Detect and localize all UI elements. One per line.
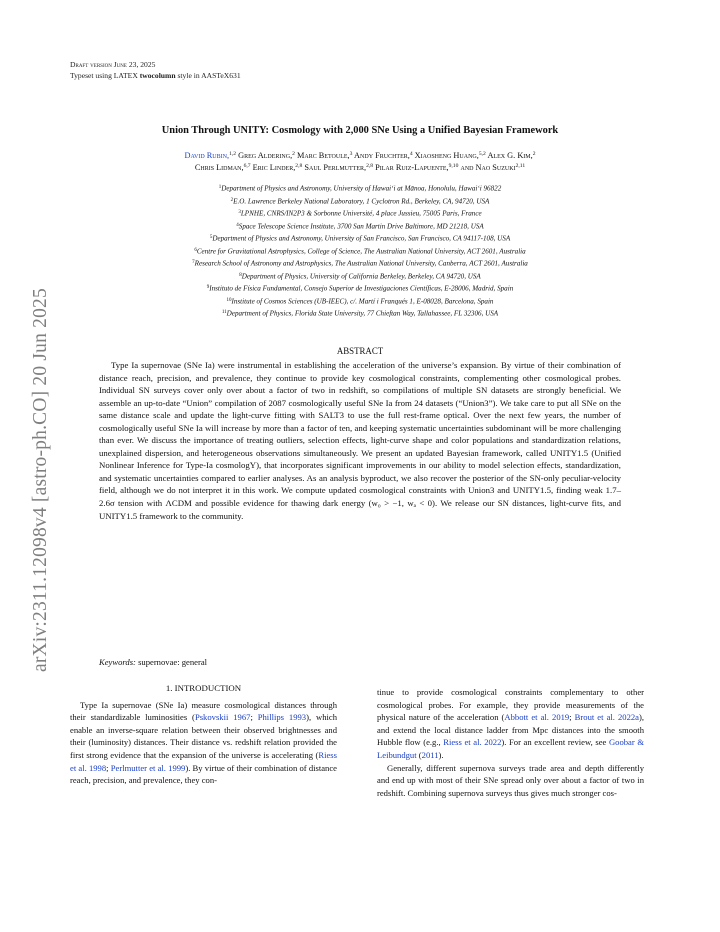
affiliation bbox=[80, 207, 640, 220]
author-name[interactable]: David Rubin, bbox=[184, 151, 230, 160]
body-text: ), and extend the local distance ladder from Mpc distances into the smooth Hubble flow (e.g., bbox=[377, 712, 644, 748]
affiliation-text: Centre for Gravitational Astrophysics, College of Science, The Australian National University, ACT 2601, Australia bbox=[196, 247, 526, 255]
keywords bbox=[99, 657, 207, 667]
citation-link[interactable]: Abbott et al. 2019 bbox=[504, 712, 570, 723]
affiliation bbox=[80, 282, 640, 295]
citation-link[interactable]: Goobar & Leibundgut bbox=[377, 737, 645, 760]
affiliation-number: 11 bbox=[221, 310, 227, 315]
citation-link[interactable]: Perlmutter et al. 1999 bbox=[110, 762, 186, 773]
author-affiliation-mark: 6,7 bbox=[243, 163, 251, 170]
author-affiliation-mark: 9,10 bbox=[448, 163, 459, 170]
affiliation-number: 2 bbox=[230, 197, 234, 203]
affiliation-number: 1 bbox=[218, 185, 222, 190]
typeset-style: twocolumn bbox=[139, 70, 176, 80]
affiliation bbox=[80, 220, 640, 233]
typeset-suffix: style in AASTeX631 bbox=[175, 70, 241, 80]
author-affiliation-mark: 2 bbox=[532, 151, 536, 157]
author-line-2 bbox=[80, 161, 640, 173]
affiliation-text: Department of Physics and Astronomy, University of Hawai‘i at Mānoa, Honolulu, Hawai‘i 96822 bbox=[221, 184, 502, 193]
citation-link[interactable]: Brout et al. 2022a bbox=[574, 712, 639, 723]
affiliation-text: Institute of Cosmos Sciences (UB-IEEC), c/. Martí i Franqués 1, E-08028, Barcelona, Spain bbox=[231, 297, 494, 305]
keywords-label: Keywords: bbox=[99, 657, 136, 667]
affiliation bbox=[80, 232, 640, 245]
draft-header bbox=[70, 60, 241, 81]
body-text: Type Ia supernovae (SNe Ia) measure cosmological distances through their standardizable luminosities ( bbox=[70, 699, 337, 723]
author-name: Alex G. Kim, bbox=[485, 151, 533, 160]
latex-logo: LATEX bbox=[113, 70, 138, 80]
affiliation-number: 8 bbox=[239, 272, 242, 278]
body-text: ; bbox=[106, 762, 111, 773]
abstract-heading: ABSTRACT bbox=[336, 346, 384, 356]
author-name: Andy Fruchter, bbox=[352, 151, 410, 160]
author-name: Saul Perlmutter, bbox=[302, 163, 367, 173]
affiliation-number: 7 bbox=[192, 260, 195, 265]
author-affiliation-mark: 2 bbox=[292, 151, 295, 157]
affiliation bbox=[80, 182, 640, 195]
affiliation-number: 3 bbox=[238, 210, 241, 215]
affiliation bbox=[80, 307, 640, 320]
affiliation bbox=[80, 257, 640, 270]
author-name: Pilar Ruiz-Lapuente, bbox=[373, 163, 449, 173]
affiliation bbox=[80, 295, 640, 308]
typeset-prefix: Typeset using bbox=[70, 70, 114, 80]
author-affiliation-mark: 3 bbox=[349, 151, 353, 157]
body-text: ). For an excellent review, see bbox=[501, 737, 609, 748]
body-text: ; bbox=[250, 712, 258, 723]
intro-paragraph-1-cont bbox=[377, 686, 644, 762]
citation-link[interactable]: Riess et al. 2022 bbox=[443, 737, 502, 748]
intro-paragraph-2: Generally, different supernova surveys trade area and depth differently and end up with most of their SNe spread only over about a factor of two in redshift. Combining supernova surveys thus gives much stronger cos- bbox=[377, 762, 644, 798]
author-name: and Nao Suzuki bbox=[458, 163, 516, 173]
arxiv-stamp bbox=[12, 236, 51, 672]
affiliation bbox=[80, 245, 640, 258]
right-column bbox=[377, 686, 644, 799]
body-text: ). By virtue of their combination of distance reach, precision, and prevalence, they con- bbox=[70, 762, 337, 786]
author-affiliation-mark: 2,11 bbox=[515, 163, 526, 170]
body-text: tinue to provide cosmological constraints complementary to other cosmological probes. For example, they provide measurements of the physical nature of the acceleration ( bbox=[377, 687, 644, 723]
affiliation-text: Department of Physics, Florida State University, 77 Chieftan Way, Tallahassee, FL 32306, USA bbox=[226, 309, 499, 318]
affiliation bbox=[80, 195, 640, 208]
affiliation-number: 5 bbox=[209, 235, 213, 240]
citation-link[interactable]: Pskovskii 1967 bbox=[194, 712, 251, 723]
author-name: Chris Lidman, bbox=[194, 163, 244, 173]
author-name: Eric Linder, bbox=[250, 163, 296, 173]
affiliation-text: E.O. Lawrence Berkeley National Laboratory, 1 Cyclotron Rd., Berkeley, CA, 94720, USA bbox=[233, 197, 490, 205]
affiliation-text: Space Telescope Science Institute, 3700 San Martin Drive Baltimore, MD 21218, USA bbox=[238, 222, 484, 230]
typeset-line bbox=[70, 71, 241, 82]
affiliation-number: 4 bbox=[236, 222, 239, 228]
author-affiliation-mark: 1,2 bbox=[229, 151, 237, 157]
body-text: ( bbox=[416, 749, 422, 760]
author-name: Marc Betoule, bbox=[294, 151, 350, 160]
left-column bbox=[70, 682, 337, 787]
affiliation-number: 10 bbox=[226, 297, 232, 303]
author-name: Greg Aldering, bbox=[236, 151, 293, 160]
affiliation-number: 9 bbox=[206, 285, 210, 290]
section-heading: 1. INTRODUCTION bbox=[165, 683, 242, 693]
abstract-text: Type Ia supernovae (SNe Ia) were instrumental in establishing the acceleration of the universe’s expansion. By virtue of their combination of distance reach, precision, and prevalence, they continue to provide key cosmological constraints, complementing other cosmological probes. Individual SN surveys cover only over about a factor of two in redshift, so compilations of multiple SN datasets are strongly beneficial. We assemble an up-to-date “Union” compilation of 2087 cosmologically useful SNe Ia from 24 datasets (“Union3”). We take care to put all SNe on the same distance scale and update the light-curve fitting with SALT3 to use the full rest-frame optical. Over the next few years, the number of cosmologically useful SNe Ia will increase by more than a factor of ten, and keeping systematic uncertainties subdominant will be more challenging than ever. We discuss the importance of treating outliers, selection effects, light-curve shape and color populations and standardization relations, unexplained dispersion, and heterogeneous observations simultaneously. We present an updated Bayesian framework, called UNITY1.5 (Unified Nonlinear Inference for Type-Ia cosmologY), that incorporates significant improvements in our ability to model selection effects, standardization, and systematic uncertainties compared to earlier analyses. As an analysis byproduct, we also recover the posterior of the SN-only peculiar-velocity field, although we do not interpret it in this work. We compute updated cosmological constraints with Union3 and UNITY1.5, finding weak 1.7–2.6σ tension with ΛCDM and possible evidence for thawing dark energy (w₀ > −1, wₐ < 0). We release our SN distances, light-curve fits, and UNITY1.5 framework to the community. bbox=[99, 360, 621, 521]
body-text: ; bbox=[569, 712, 575, 723]
citation-link[interactable]: 2011 bbox=[421, 749, 439, 760]
affiliation-text: Research School of Astronomy and Astrophysics, The Australian National University, Canberra, ACT 2601, Australia bbox=[194, 259, 528, 268]
citation-link[interactable]: Phillips 1993 bbox=[257, 712, 307, 723]
paper-title: Union Through UNITY: Cosmology with 2,000 SNe Using a Unified Bayesian Framework bbox=[161, 125, 559, 136]
citation-link[interactable]: Riess et al. 1998 bbox=[70, 749, 337, 773]
author-list bbox=[80, 149, 640, 174]
affiliation-list bbox=[80, 182, 640, 320]
body-text: ), which enable an inverse-square relation between their observed brightnesses and their (luminosity) distances. Their distance vs. redshift relation provided the first strong evidence that the expansion of the universe is accelerating ( bbox=[70, 712, 337, 760]
body-text: ). bbox=[438, 749, 444, 760]
affiliation-text: Department of Physics, University of California Berkeley, Berkeley, CA 94720, USA bbox=[241, 272, 481, 280]
affiliation-text: Instituto de Física Fundamental, Consejo Superior de Investigaciones Científicas, E-28006, Madrid, Spain bbox=[209, 284, 514, 293]
intro-paragraph-1 bbox=[70, 699, 337, 787]
affiliation-text: Department of Physics and Astronomy, University of San Francisco, San Francisco, CA 94117-108, USA bbox=[212, 234, 511, 243]
author-affiliation-mark: 5,2 bbox=[478, 151, 486, 157]
keywords-value: supernovae: general bbox=[135, 657, 208, 667]
affiliation-text: LPNHE, CNRS/IN2P3 & Sorbonne Université, 4 place Jussieu, 75005 Paris, France bbox=[240, 209, 482, 218]
author-affiliation-mark: 2,8 bbox=[366, 163, 374, 170]
draft-version: Draft version June 23, 2025 bbox=[70, 60, 156, 69]
author-affiliation-mark: 4 bbox=[409, 151, 413, 157]
author-affiliation-mark: 2,8 bbox=[295, 163, 303, 170]
author-name: Xiaosheng Huang, bbox=[412, 151, 479, 160]
affiliation-number: 6 bbox=[194, 247, 197, 253]
affiliation bbox=[80, 270, 640, 283]
author-line-1 bbox=[80, 149, 640, 161]
arxiv-stamp-text: arXiv:2311.12098v4 [astro-ph.CO] 20 Jun 2025 bbox=[30, 288, 51, 672]
